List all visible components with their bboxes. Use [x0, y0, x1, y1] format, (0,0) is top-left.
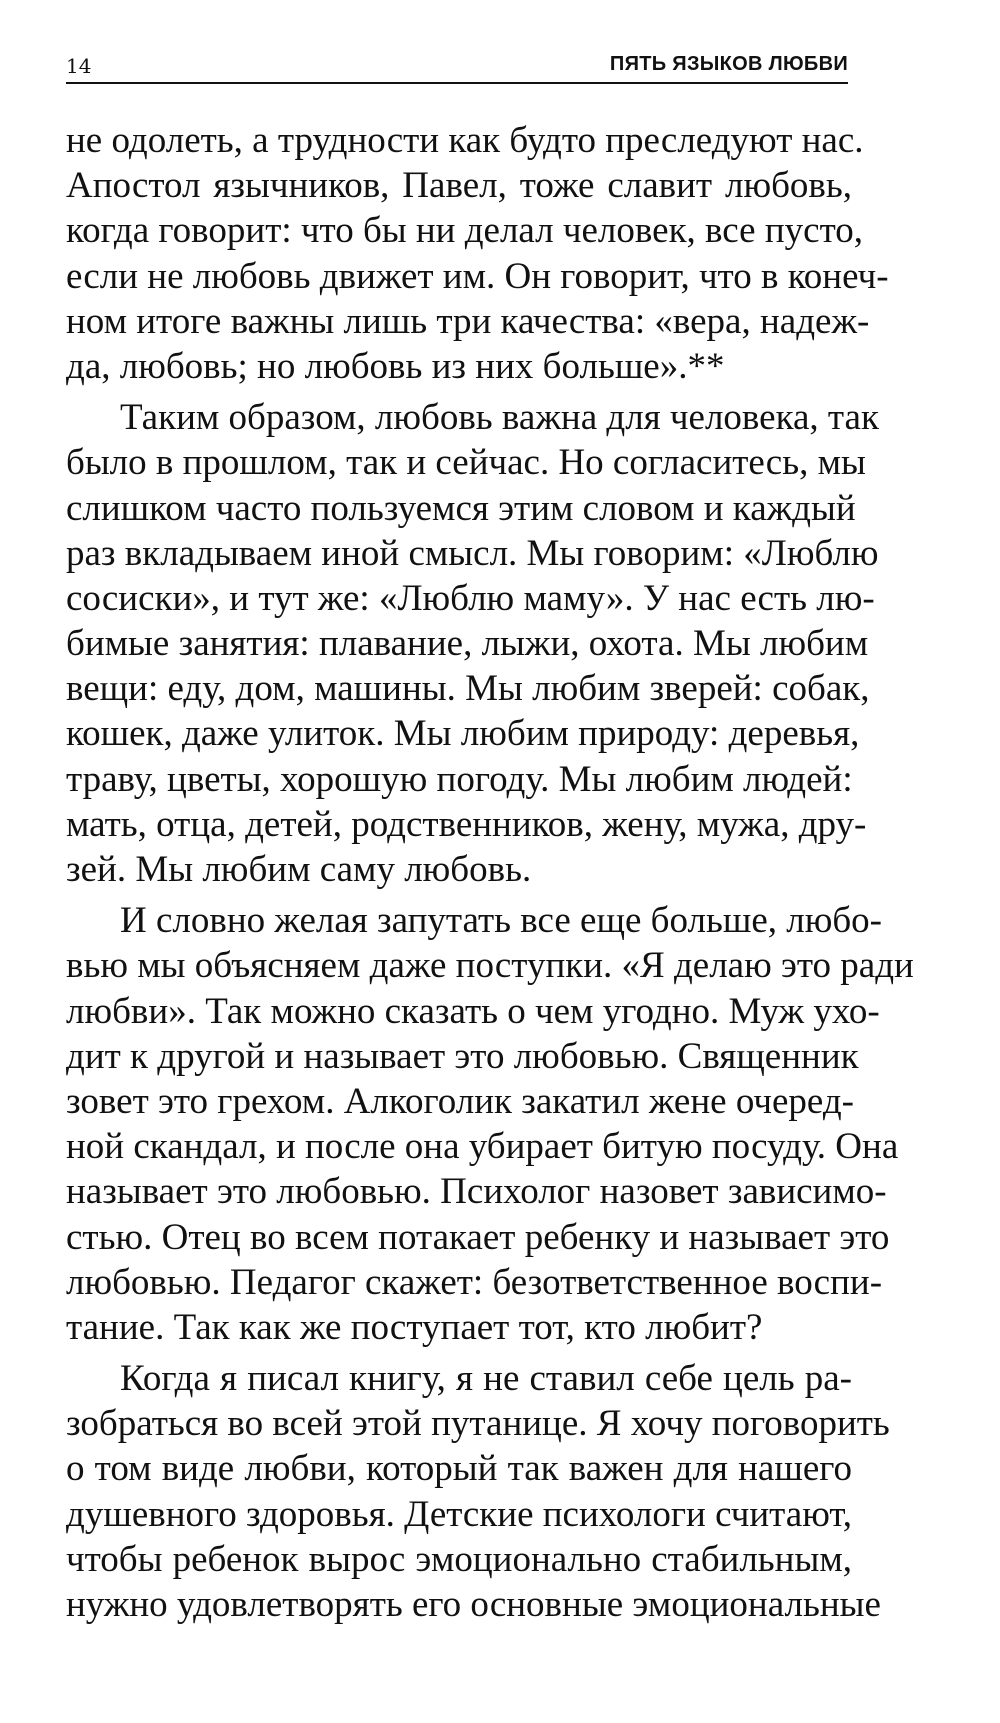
text-line: мать, отца, детей, родственников, жену, мужа, дру-: [66, 803, 867, 845]
paragraph-2: [66, 395, 879, 892]
text-line: Таким образом, любовь важна для человека, так: [120, 397, 879, 439]
text-line: вещи: еду, дом, машины. Мы любим зверей: собак,: [66, 668, 870, 710]
body-text: [66, 118, 914, 1627]
book-title: ПЯТЬ ЯЗЫКОВ ЛЮБВИ: [609, 53, 848, 75]
text-line: если не любовь движет им. Он говорит, что в конеч-: [66, 255, 889, 297]
text-line: траву, цветы, хорошую погоду. Мы любим людей:: [66, 758, 853, 800]
text-line: о том виде любви, который так важен для нашего: [66, 1448, 852, 1490]
text-line: когда говорит: что бы ни делал человек, все пусто,: [66, 210, 863, 252]
paragraph-1: [66, 118, 889, 389]
text-line: ной скандал, и после она убирает битую посуду. Она: [66, 1126, 899, 1168]
text-line: тание. Так как же поступает тот, кто любит?: [66, 1306, 763, 1348]
running-header: [66, 48, 848, 84]
text-line: Когда я писал книгу, я не ставил себе цель ра-: [120, 1358, 852, 1400]
text-line: сосиски», и тут же: «Люблю маму». У нас есть лю-: [66, 577, 875, 619]
paragraph-3: [66, 898, 914, 1350]
text-line: вью мы объясняем даже поступки. «Я делаю это ради: [66, 945, 914, 987]
page-number: 14: [66, 54, 92, 78]
text-line: ном итоге важны лишь три качества: «вера, надеж-: [66, 300, 870, 342]
text-line: зовет это грехом. Алкоголик закатил жене очеред-: [66, 1080, 854, 1122]
text-line: бимые занятия: плавание, лыжи, охота. Мы любим: [66, 623, 869, 665]
text-line: не одолеть, а трудности как будто преследуют нас.: [66, 120, 864, 161]
text-line: нужно удовлетворять его основные эмоциональные: [66, 1584, 881, 1625]
text-line: зобраться во всей этой путанице. Я хочу поговорить: [66, 1403, 890, 1445]
paragraph-4: [66, 1356, 890, 1627]
text-line: кошек, даже улиток. Мы любим природу: деревья,: [66, 713, 860, 755]
text-line: дит к другой и называет это любовью. Священник: [66, 1035, 859, 1077]
text-line: слишком часто пользуемся этим словом и каждый: [66, 487, 856, 529]
text-line: называет это любовью. Психолог назовет зависимо-: [66, 1171, 887, 1213]
text-line: зей. Мы любим саму любовь.: [66, 849, 532, 890]
text-line: И словно желая запутать все еще больше, любо-: [120, 900, 882, 942]
text-line: Апостол язычников, Павел, тоже славит любовь,: [66, 165, 852, 207]
text-line: стью. Отец во всем потакает ребенку и называет это: [66, 1216, 890, 1258]
text-line: было в прошлом, так и сейчас. Но согласитесь, мы: [66, 442, 866, 484]
text-line: да, любовь; но любовь из них больше».**: [66, 345, 725, 387]
text-line: душевного здоровья. Детские психологи считают,: [66, 1493, 852, 1535]
text-line: любви». Так можно сказать о чем угодно. Муж ухо-: [66, 990, 880, 1032]
text-line: чтобы ребенок вырос эмоционально стабильным,: [66, 1538, 852, 1580]
text-line: любовью. Педагог скажет: безответственное воспи-: [66, 1261, 883, 1303]
text-line: раз вкладываем иной смысл. Мы говорим: «Люблю: [66, 532, 879, 574]
